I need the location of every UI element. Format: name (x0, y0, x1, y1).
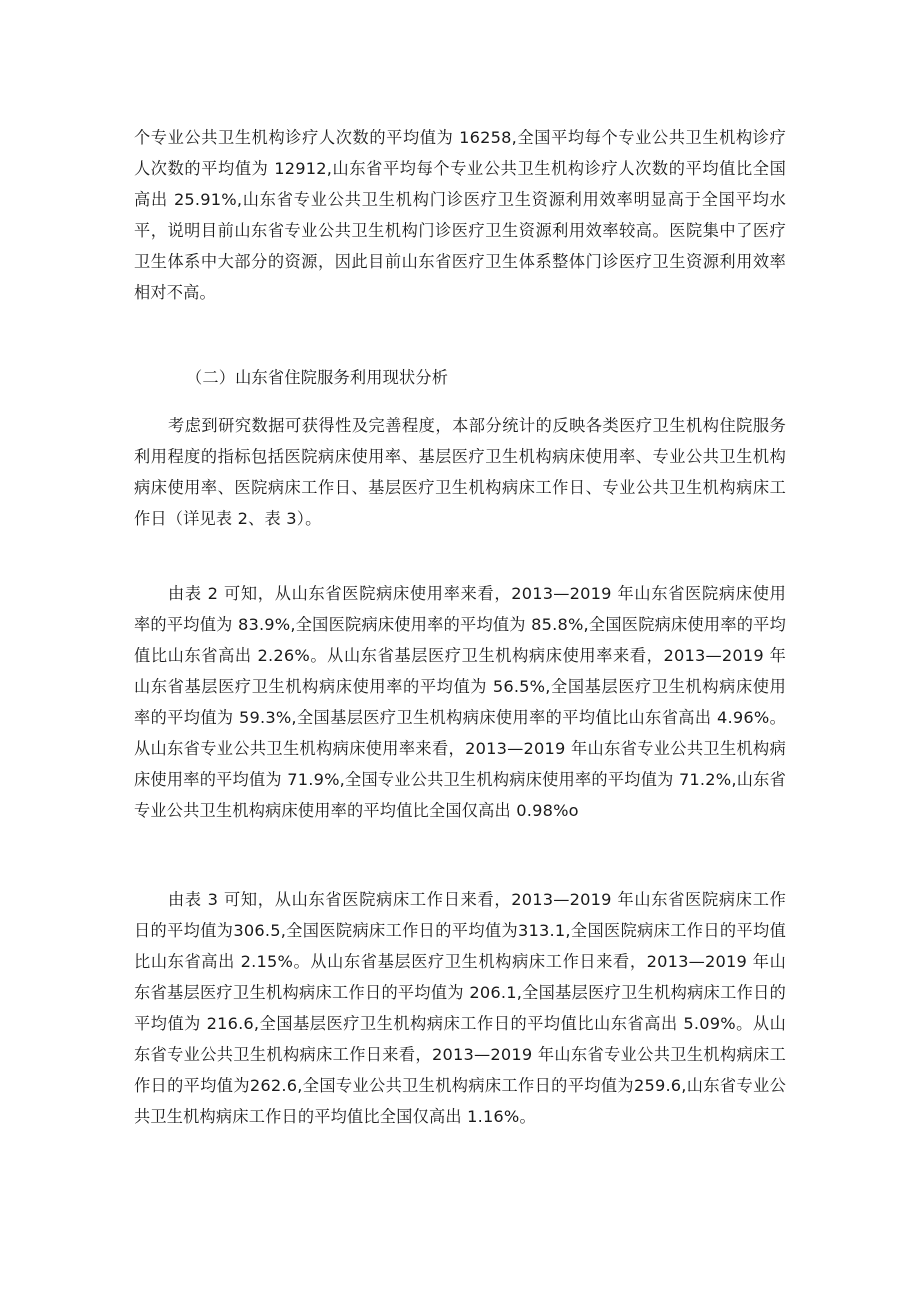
paragraph-table2-bed-utilization: 由表 2 可知，从山东省医院病床使用率来看，2013—2019 年山东省医院病床使用率的平均值为 83.9%,全国医院病床使用率的平均值为 85.8%,全国医院病床使用率的平均值比山东省高出 2.26%。从山东省基层医疗卫生机构病床使用率来看，2013—2019 年山东省基层医疗卫生机构病床使用率的平均值为 56.5%,全国基层医疗卫生机构病床使用率的平均值为 59.3%,全国基层医疗卫生机构病床使用率的平均值比山东省高出 4.96%。从山东省专业公共卫生机构病床使用率来看，2013—2019 年山东省专业公共卫生机构病床使用率的平均值为 71.9%,全国专业公共卫生机构病床使用率的平均值为 71.2%,山东省专业公共卫生机构病床使用率的平均值比全国仅高出 0.98%o (134, 584, 786, 820)
paragraph-table3-bed-workdays: 由表 3 可知，从山东省医院病床工作日来看，2013—2019 年山东省医院病床工作日的平均值为306.5,全国医院病床工作日的平均值为313.1,全国医院病床工作日的平均值比山东省高出 2.15%。从山东省基层医疗卫生机构病床工作日来看，2013—2019 年山东省基层医疗卫生机构病床工作日的平均值为 206.1,全国基层医疗卫生机构病床工作日的平均值为 216.6,全国基层医疗卫生机构病床工作日的平均值比山东省高出 5.09%。从山东省专业公共卫生机构病床工作日来看，2013—2019 年山东省专业公共卫生机构病床工作日的平均值为262.6,全国专业公共卫生机构病床工作日的平均值为259.6,山东省专业公共卫生机构病床工作日的平均值比全国仅高出 1.16%。 (134, 890, 786, 1126)
paragraph-outpatient-continuation: 个专业公共卫生机构诊疗人次数的平均值为 16258,全国平均每个专业公共卫生机构诊疗人次数的平均值为 12912,山东省平均每个专业公共卫生机构诊疗人次数的平均值比全国高出 25.91%,山东省专业公共卫生机构门诊医疗卫生资源利用效率明显高于全国平均水平，说明目前山东省专业公共卫生机构门诊医疗卫生资源利用效率较高。医院集中了医疗卫生体系中大部分的资源，因此目前山东省医疗卫生体系整体门诊医疗卫生资源利用效率相对不高。 (134, 128, 786, 302)
paragraph-indicators: 考虑到研究数据可获得性及完善程度，本部分统计的反映各类医疗卫生机构住院服务利用程度的指标包括医院病床使用率、基层医疗卫生机构病床使用率、专业公共卫生机构病床使用率、医院病床工作日、基层医疗卫生机构病床工作日、专业公共卫生机构病床工作日（详见表 2、表 3）。 (134, 416, 786, 528)
section-heading-inpatient: （二）山东省住院服务利用现状分析 (186, 368, 449, 387)
